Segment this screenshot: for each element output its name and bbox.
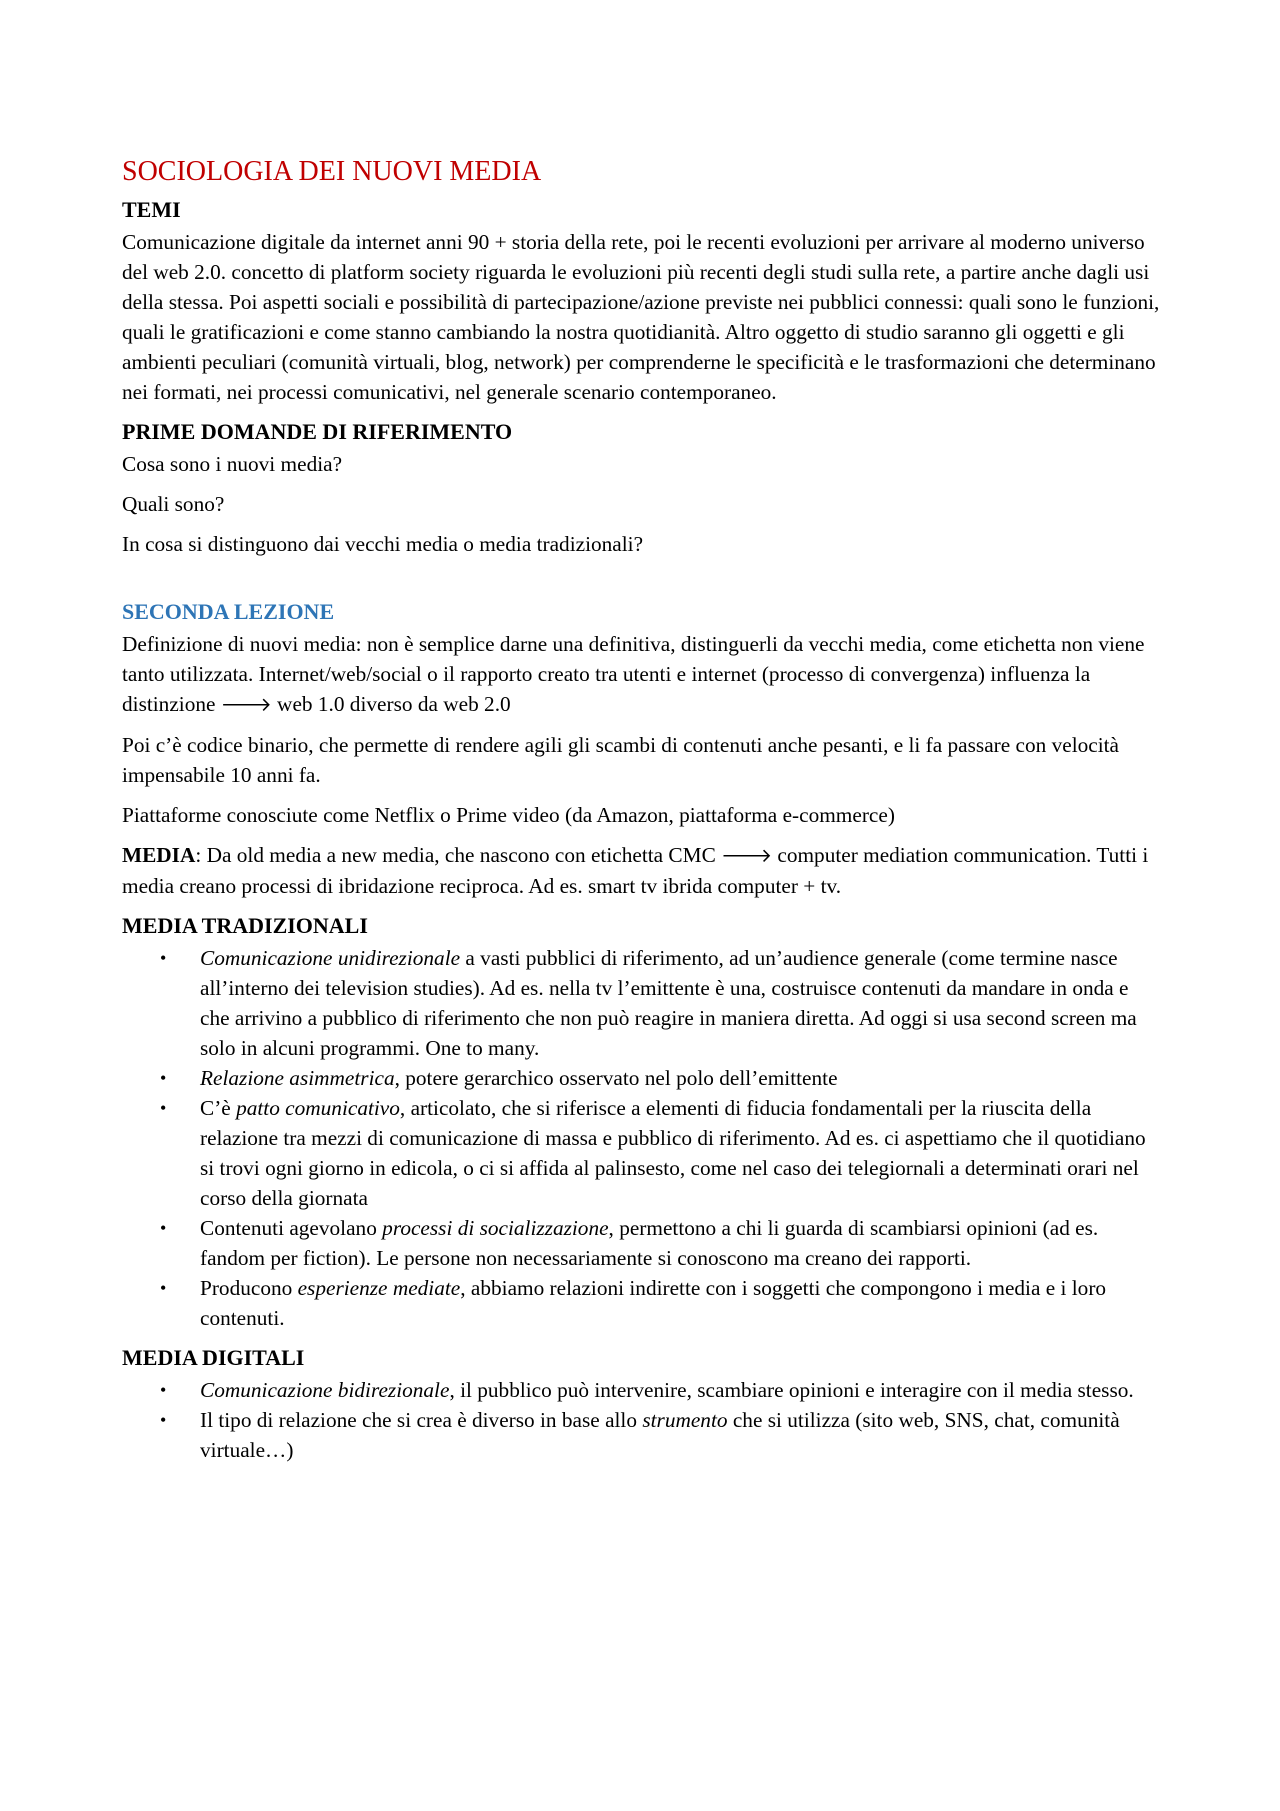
item-emphasis: Relazione asimmetrica (200, 1066, 395, 1090)
item-text: Producono (200, 1276, 298, 1300)
item-emphasis: Comunicazione unidirezionale (200, 946, 461, 970)
temi-paragraph: Comunicazione digitale da internet anni 90 + storia della rete, poi le recenti evoluzioni per arrivare al moderno universo del web 2.0. concetto di platform society riguarda le evoluzioni più recenti degli studi sulla rete, a partire anche dagli usi della stessa. Poi aspetti sociali e possibilità di partecipazione/azione previste nei pubblici connessi: quali sono le funzioni, quali le gratificazioni e come stanno cambiando la nostra quotidianità. Altro oggetto di studio saranno gli oggetti e gli ambienti peculiari (comunità virtuali, blog, network) per comprenderne le specificità e le trasformazioni che determinano nei formati, nei processi comunicativi, nel generale scenario contemporaneo. (122, 230, 1160, 404)
item-text: Contenuti agevolano (200, 1216, 383, 1240)
item-text: C’è (200, 1096, 237, 1120)
list-item (160, 1405, 1162, 1465)
list-item (160, 1273, 1162, 1333)
bullet-icon: • (160, 1278, 167, 1298)
bullet-icon: • (160, 1410, 167, 1430)
seconda-lezione-heading: SECONDA LEZIONE (122, 599, 335, 624)
arrow-right-icon: 🡒 (721, 845, 773, 867)
bullet-icon: • (160, 1098, 167, 1118)
definizione-paragraph (122, 629, 1162, 720)
item-emphasis: Comunicazione bidirezionale (200, 1378, 450, 1402)
list-item (160, 943, 1162, 1063)
question-1: Cosa sono i nuovi media? (122, 452, 343, 476)
codice-binario-paragraph: Poi c’è codice binario, che permette di rendere agili gli scambi di contenuti anche pesanti, e li fa passare con velocità impensabile 10 anni fa. (122, 733, 1120, 787)
arrow-right-icon: 🡒 (220, 694, 272, 716)
item-text: Il tipo di relazione che si crea è diverso in base allo (200, 1408, 643, 1432)
list-item (160, 1213, 1162, 1273)
media-tradizionali-list (122, 943, 1162, 1333)
question-3: In cosa si distinguono dai vecchi media o media tradizionali? (122, 532, 644, 556)
definizione-text-b: web 1.0 diverso da web 2.0 (271, 692, 511, 716)
media-digitali-list (122, 1375, 1162, 1465)
domande-heading: PRIME DOMANDE DI RIFERIMENTO (122, 419, 513, 444)
bullet-icon: • (160, 1380, 167, 1400)
item-emphasis: processi di socializzazione (382, 1216, 609, 1240)
document-title: SOCIOLOGIA DEI NUOVI MEDIA (122, 156, 542, 187)
list-item (160, 1375, 1162, 1405)
item-text: che si utilizza (sito web, SNS, chat, comunità virtuale…) (200, 1408, 1120, 1462)
list-item (160, 1093, 1162, 1213)
item-text: , articolato, che si riferisce a elementi di fiducia fondamentali per la riuscita della relazione tra mezzi di comunicazione di massa e pubblico di riferimento. Ad es. ci aspettiamo che il quotidiano si trovi ogni giorno in edicola, o ci si affida al palinsesto, come nel caso dei telegiornali a determinati orari nel corso della giornata (200, 1096, 1146, 1210)
bullet-icon: • (160, 948, 167, 968)
definizione-text-a: Definizione di nuovi media: non è semplice darne una definitiva, distinguerli da vecchi media, come etichetta non viene tanto utilizzata. Internet/web/social o il rapporto creato tra utenti e internet (processo di convergenza) influenza la distinzione (122, 632, 1145, 716)
item-emphasis: esperienze mediate (297, 1276, 461, 1300)
media-digitali-heading: MEDIA DIGITALI (122, 1345, 305, 1370)
item-text: , il pubblico può intervenire, scambiare opinioni e interagire con il media stesso. (449, 1378, 1134, 1402)
bullet-icon: • (160, 1218, 167, 1238)
question-2: Quali sono? (122, 492, 225, 516)
bullet-icon: • (160, 1068, 167, 1088)
media-paragraph (122, 840, 1162, 901)
media-text-a: : Da old media a new media, che nascono con etichetta CMC (195, 843, 722, 867)
temi-heading: TEMI (122, 197, 181, 222)
media-text-b: computer mediation communication. Tutti i media creano processi di ibridazione reciproca. Ad es. smart tv ibrida computer + tv. (122, 843, 1149, 898)
item-emphasis: patto comunicativo (236, 1096, 400, 1120)
item-text: , permettono a chi li guarda di scambiarsi opinioni (ad es. fandom per fiction). Le persone non necessariamente si conoscono ma creano dei rapporti. (200, 1216, 1099, 1270)
item-text: , potere gerarchico osservato nel polo dell’emittente (394, 1066, 838, 1090)
item-emphasis: strumento (642, 1408, 728, 1432)
piattaforme-paragraph: Piattaforme conosciute come Netflix o Prime video (da Amazon, piattaforma e-commerce) (122, 803, 895, 827)
item-text: , abbiamo relazioni indirette con i soggetti che compongono i media e i loro contenuti. (200, 1276, 1107, 1330)
media-label: MEDIA (122, 843, 196, 867)
media-tradizionali-heading: MEDIA TRADIZIONALI (122, 913, 368, 938)
item-text: a vasti pubblici di riferimento, ad un’audience generale (come termine nasce all’interno dei television studies). Ad es. nella tv l’emittente è una, costruisce contenuti da mandare in onda e che arrivino a pubblico di riferimento che non può reagire in maniera diretta. Ad oggi si usa second screen ma solo in alcuni programmi. One to many. (200, 946, 1137, 1060)
document-page (122, 155, 1162, 1475)
list-item (160, 1063, 1162, 1093)
